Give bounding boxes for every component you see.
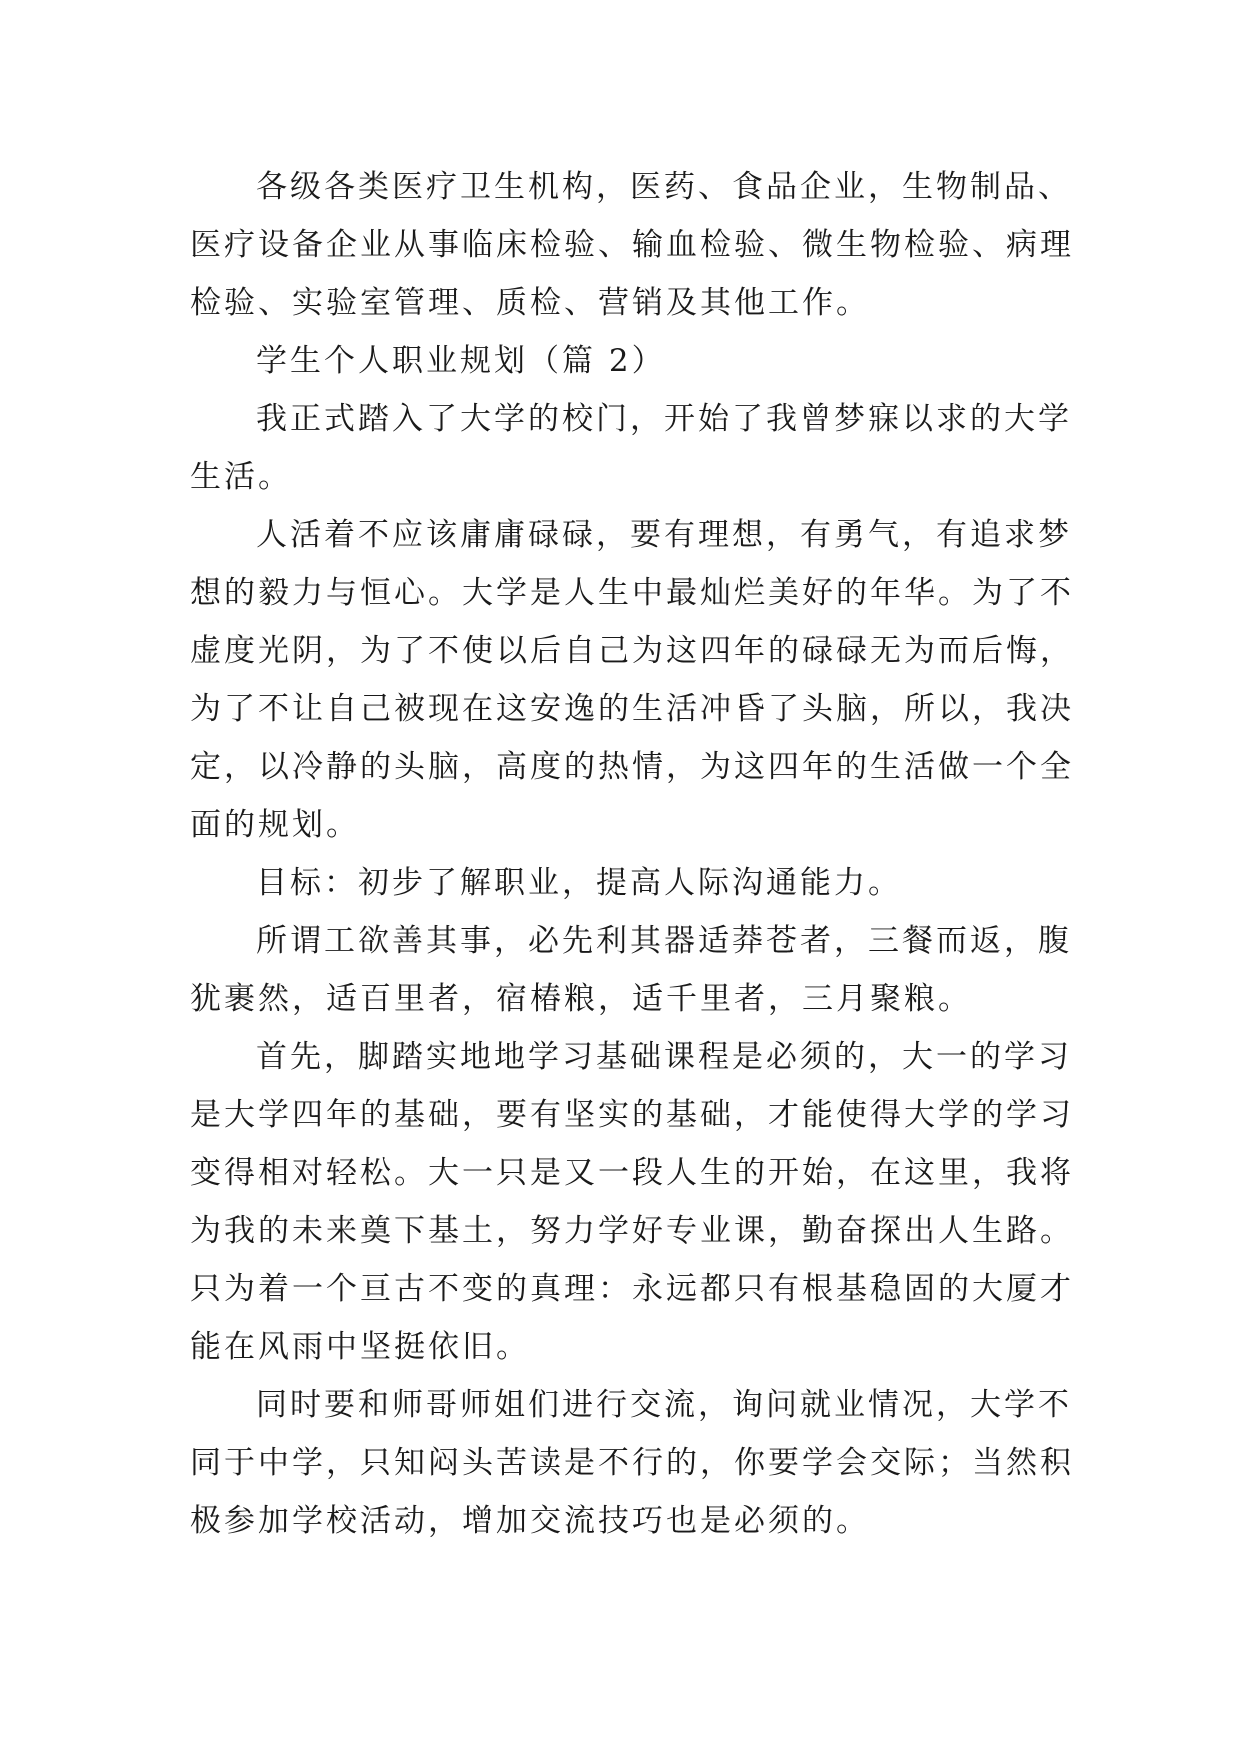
- text-line: 定，以冷静的头脑，高度的热情，为这四年的生活做一个全: [190, 749, 1074, 785]
- text-line: 虚度光阴，为了不使以后自己为这四年的碌碌无为而后悔，: [190, 633, 1074, 669]
- text-line: 人活着不应该庸庸碌碌，要有理想，有勇气，有追求梦: [256, 517, 1072, 553]
- text-line: 医疗设备企业从事临床检验、输血检验、微生物检验、病理: [190, 227, 1074, 263]
- text-line: 只为着一个亘古不变的真理：永远都只有根基稳固的大厦才: [190, 1271, 1074, 1307]
- text-line: 我正式踏入了大学的校门，开始了我曾梦寐以求的大学: [256, 401, 1072, 437]
- section-heading: 学生个人职业规划（篇 2）: [256, 343, 666, 379]
- text-line: 首先，脚踏实地地学习基础课程是必须的，大一的学习: [256, 1039, 1072, 1075]
- text-line: 变得相对轻松。大一只是又一段人生的开始，在这里，我将: [190, 1155, 1074, 1191]
- text-line: 面的规划。: [190, 807, 360, 843]
- text-line: 犹裹然，适百里者，宿椿粮，适千里者，三月聚粮。: [190, 981, 972, 1017]
- text-line: 同于中学，只知闷头苦读是不行的，你要学会交际；当然积: [190, 1445, 1074, 1481]
- text-line: 各级各类医疗卫生机构，医药、食品企业，生物制品、: [256, 169, 1072, 205]
- text-line: 想的毅力与恒心。大学是人生中最灿烂美好的年华。为了不: [190, 575, 1074, 611]
- document-body: [190, 158, 1074, 1550]
- text-line: 检验、实验室管理、质检、营销及其他工作。: [190, 285, 870, 321]
- text-line: 为我的未来奠下基土，努力学好专业课，勤奋探出人生路。: [190, 1213, 1074, 1249]
- text-line: 是大学四年的基础，要有坚实的基础，才能使得大学的学习: [190, 1097, 1074, 1133]
- text-line: 生活。: [190, 459, 292, 495]
- text-line: 极参加学校活动，增加交流技巧也是必须的。: [190, 1503, 870, 1539]
- text-line: 目标：初步了解职业，提高人际沟通能力。: [256, 865, 902, 901]
- text-line: 同时要和师哥师姐们进行交流，询问就业情况，大学不: [256, 1387, 1072, 1423]
- text-line: 为了不让自己被现在这安逸的生活冲昏了头脑，所以，我决: [190, 691, 1074, 727]
- text-line: 能在风雨中坚挺依旧。: [190, 1329, 530, 1365]
- text-line: 所谓工欲善其事，必先利其器适莽苍者，三餐而返，腹: [256, 923, 1072, 959]
